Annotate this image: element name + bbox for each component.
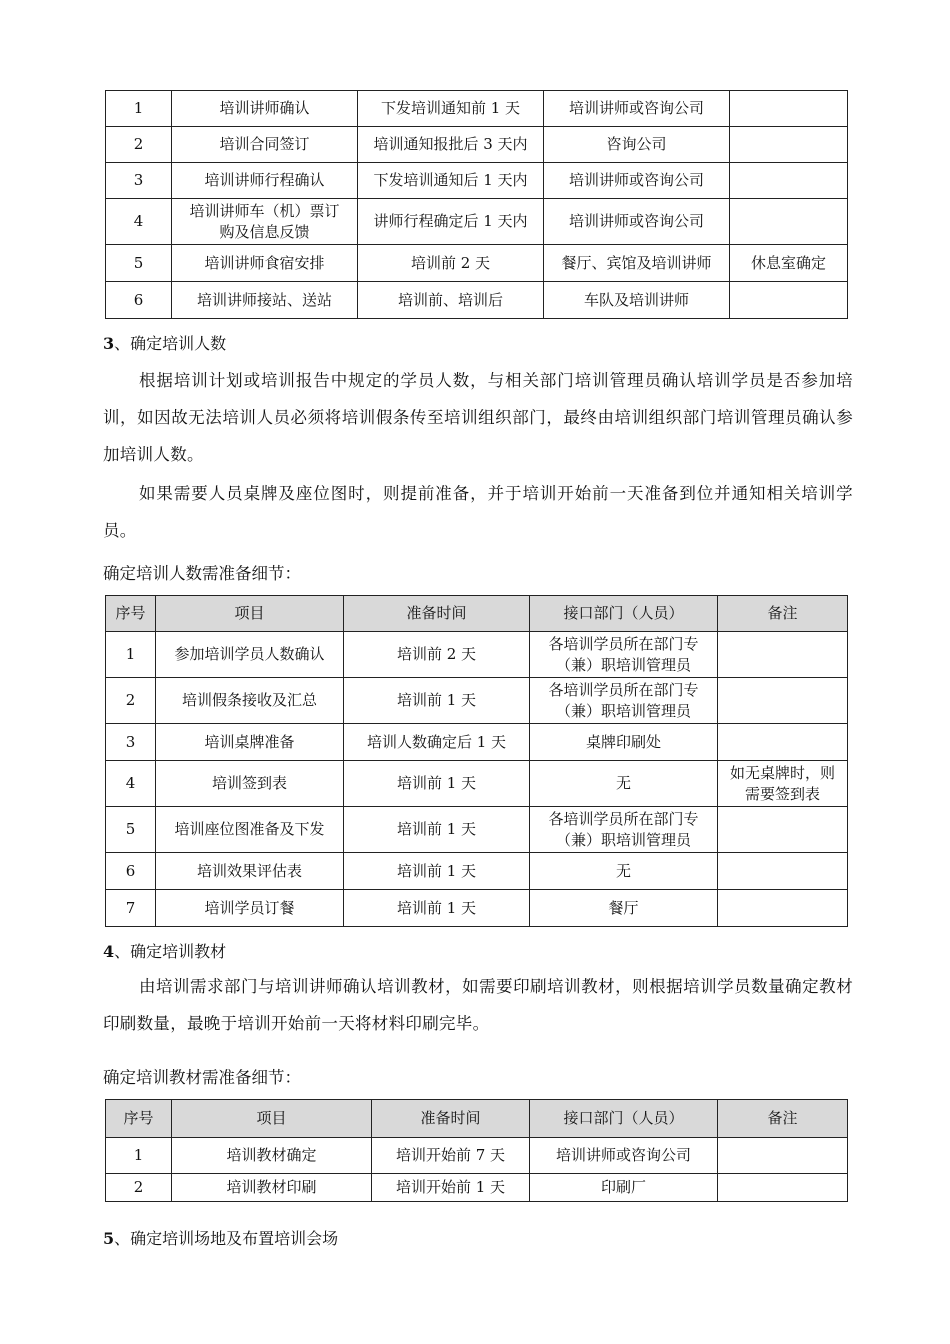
table-row [106, 282, 848, 319]
cell: 1 [106, 632, 156, 678]
cell: 无 [530, 761, 718, 807]
cell: 1 [106, 91, 172, 127]
cell: 培训讲师接站、送站 [172, 282, 358, 319]
cell: 讲师行程确定后 1 天内 [358, 199, 544, 245]
cell [718, 724, 848, 761]
cell: 培训讲师或咨询公司 [544, 163, 730, 199]
cell: 下发培训通知后 1 天内 [358, 163, 544, 199]
table-row [106, 1174, 848, 1202]
cell: 培训前 1 天 [344, 890, 530, 927]
cell: 培训讲师或咨询公司 [530, 1138, 718, 1174]
section-heading-3 [103, 331, 226, 354]
column-header: 接口部门（人员） [530, 1100, 718, 1138]
cell: 培训教材印刷 [172, 1174, 372, 1202]
cell: 培训效果评估表 [156, 853, 344, 890]
cell: 培训人数确定后 1 天 [344, 724, 530, 761]
materials-prep-table [105, 1099, 848, 1202]
cell: 各培训学员所在部门专（兼）职培训管理员 [530, 807, 718, 853]
cell: 各培训学员所在部门专（兼）职培训管理员 [530, 678, 718, 724]
cell: 2 [106, 127, 172, 163]
cell: 1 [106, 1138, 172, 1174]
cell: 培训讲师车（机）票订购及信息反馈 [172, 199, 358, 245]
table-row [106, 853, 848, 890]
table-row [106, 807, 848, 853]
cell: 培训学员订餐 [156, 890, 344, 927]
cell: 6 [106, 282, 172, 319]
column-header: 序号 [106, 1100, 172, 1138]
column-header: 准备时间 [344, 596, 530, 632]
column-header: 项目 [156, 596, 344, 632]
cell [718, 807, 848, 853]
table-caption: 确定培训教材需准备细节： [103, 1068, 301, 1087]
table-row [106, 761, 848, 807]
table-row [106, 1138, 848, 1174]
cell [718, 1138, 848, 1174]
cell: 印刷厂 [530, 1174, 718, 1202]
paragraph: 由培训需求部门与培训讲师确认培训教材，如需要印刷培训教材，则根据培训学员数量确定教材印刷数量，最晚于培训开始前一天将材料印刷完毕。 [103, 977, 853, 1033]
cell: 餐厅 [530, 890, 718, 927]
cell: 参加培训学员人数确认 [156, 632, 344, 678]
column-header: 接口部门（人员） [530, 596, 718, 632]
column-header: 项目 [172, 1100, 372, 1138]
paragraph: 如果需要人员桌牌及座位图时，则提前准备，并于培训开始前一天准备到位并通知相关培训学员。 [103, 484, 853, 540]
cell [730, 127, 848, 163]
section-title: 、确定培训教材 [114, 942, 227, 961]
column-header: 准备时间 [372, 1100, 530, 1138]
cell: 如无桌牌时，则需要签到表 [718, 761, 848, 807]
column-header: 备注 [718, 596, 848, 632]
cell: 培训通知报批后 3 天内 [358, 127, 544, 163]
cell [718, 632, 848, 678]
cell: 培训前、培训后 [358, 282, 544, 319]
cell: 5 [106, 245, 172, 282]
cell: 培训桌牌准备 [156, 724, 344, 761]
cell: 咨询公司 [544, 127, 730, 163]
section-number: 5 [103, 1229, 115, 1248]
cell: 培训教材确定 [172, 1138, 372, 1174]
cell: 桌牌印刷处 [530, 724, 718, 761]
cell: 7 [106, 890, 156, 927]
cell: 培训假条接收及汇总 [156, 678, 344, 724]
table-row [106, 632, 848, 678]
cell: 培训开始前 1 天 [372, 1174, 530, 1202]
cell: 4 [106, 761, 156, 807]
cell: 3 [106, 724, 156, 761]
column-header: 序号 [106, 596, 156, 632]
table-header-row [106, 1100, 848, 1138]
column-header: 备注 [718, 1100, 848, 1138]
cell: 培训讲师食宿安排 [172, 245, 358, 282]
cell: 3 [106, 163, 172, 199]
cell [730, 91, 848, 127]
cell: 5 [106, 807, 156, 853]
cell: 培训讲师确认 [172, 91, 358, 127]
table-row [106, 724, 848, 761]
cell [718, 853, 848, 890]
cell [730, 199, 848, 245]
cell: 培训讲师行程确认 [172, 163, 358, 199]
table-row [106, 163, 848, 199]
cell [718, 890, 848, 927]
section-title: 、确定培训人数 [114, 334, 227, 353]
section-heading-4 [103, 939, 226, 962]
section-number: 4 [103, 942, 115, 961]
table-header-row [106, 596, 848, 632]
section-number: 3 [103, 334, 115, 353]
section-title: 、确定培训场地及布置培训会场 [114, 1229, 339, 1248]
cell: 培训前 1 天 [344, 761, 530, 807]
cell [718, 678, 848, 724]
cell: 餐厅、宾馆及培训讲师 [544, 245, 730, 282]
cell: 6 [106, 853, 156, 890]
cell: 2 [106, 1174, 172, 1202]
cell: 培训前 2 天 [358, 245, 544, 282]
cell: 培训合同签订 [172, 127, 358, 163]
cell: 培训讲师或咨询公司 [544, 199, 730, 245]
table-row [106, 199, 848, 245]
cell: 培训前 1 天 [344, 678, 530, 724]
cell: 下发培训通知前 1 天 [358, 91, 544, 127]
paragraph: 根据培训计划或培训报告中规定的学员人数，与相关部门培训管理员确认培训学员是否参加培训，如因故无法培训人员必须将培训假条传至培训组织部门，最终由培训组织部门培训管理员确认参加培训人数。 [103, 371, 853, 464]
table-caption: 确定培训人数需准备细节： [103, 564, 301, 583]
table-row [106, 127, 848, 163]
cell [730, 282, 848, 319]
trainer-prep-table [105, 90, 848, 319]
section-heading-5 [103, 1226, 338, 1249]
cell: 培训前 1 天 [344, 807, 530, 853]
cell: 培训前 2 天 [344, 632, 530, 678]
cell: 车队及培训讲师 [544, 282, 730, 319]
headcount-prep-table [105, 595, 848, 927]
table-row [106, 91, 848, 127]
cell: 培训讲师或咨询公司 [544, 91, 730, 127]
cell: 4 [106, 199, 172, 245]
cell: 培训开始前 7 天 [372, 1138, 530, 1174]
cell [718, 1174, 848, 1202]
table-row [106, 678, 848, 724]
table-row [106, 890, 848, 927]
cell: 各培训学员所在部门专（兼）职培训管理员 [530, 632, 718, 678]
cell [730, 163, 848, 199]
table-row [106, 245, 848, 282]
cell: 培训座位图准备及下发 [156, 807, 344, 853]
cell: 休息室确定 [730, 245, 848, 282]
cell: 培训签到表 [156, 761, 344, 807]
cell: 无 [530, 853, 718, 890]
cell: 2 [106, 678, 156, 724]
cell: 培训前 1 天 [344, 853, 530, 890]
